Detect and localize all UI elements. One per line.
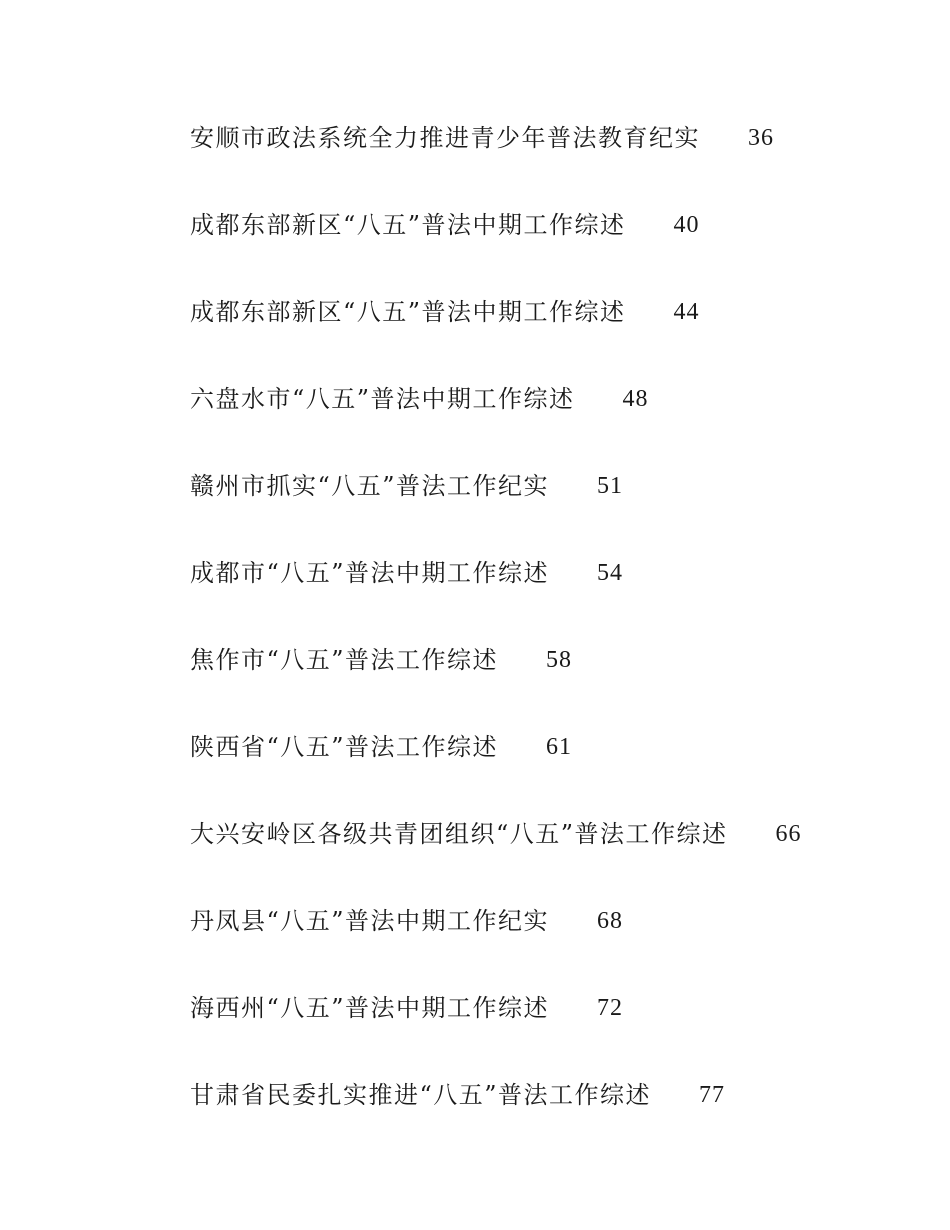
table-of-contents <box>190 114 890 1158</box>
toc-entry[interactable] <box>190 723 890 810</box>
toc-entry[interactable] <box>190 1071 890 1158</box>
toc-entry[interactable] <box>190 201 890 288</box>
toc-entry[interactable] <box>190 636 890 723</box>
toc-entry-page: 72 <box>597 995 624 1021</box>
toc-entry-page: 77 <box>699 1082 726 1108</box>
toc-entry-page: 36 <box>748 125 774 151</box>
toc-entry-title: 安顺市政法系统全力推进青少年普法教育纪实 <box>190 124 700 152</box>
toc-entry[interactable] <box>190 462 890 549</box>
toc-entry-page: 44 <box>673 299 700 325</box>
toc-entry-title: 赣州市抓实“八五”普法工作纪实 <box>190 472 550 500</box>
toc-entry-title: 甘肃省民委扎实推进“八五”普法工作综述 <box>190 1081 652 1109</box>
toc-entry-title: 丹凤县“八五”普法中期工作纪实 <box>190 907 550 935</box>
toc-entry-title: 六盘水市“八五”普法中期工作综述 <box>190 385 575 413</box>
toc-entry[interactable] <box>190 984 890 1071</box>
toc-entry-title: 成都东部新区“八五”普法中期工作综述 <box>190 298 626 326</box>
toc-entry[interactable] <box>190 810 890 897</box>
toc-entry-page: 54 <box>597 560 624 586</box>
toc-entry-page: 48 <box>622 386 649 412</box>
toc-entry-title: 海西州“八五”普法中期工作综述 <box>190 994 550 1022</box>
toc-entry[interactable] <box>190 897 890 984</box>
toc-entry-title: 陕西省“八五”普法工作综述 <box>190 733 499 761</box>
toc-entry-page: 66 <box>775 821 802 847</box>
toc-entry-page: 51 <box>597 473 624 499</box>
toc-entry-page: 68 <box>597 908 624 934</box>
toc-entry-title: 焦作市“八五”普法工作综述 <box>190 646 499 674</box>
toc-entry-title: 成都东部新区“八五”普法中期工作综述 <box>190 211 626 239</box>
toc-entry-page: 58 <box>546 647 573 673</box>
toc-entry[interactable] <box>190 288 890 375</box>
toc-entry[interactable] <box>190 549 890 636</box>
toc-entry-page: 61 <box>546 734 573 760</box>
toc-entry[interactable] <box>190 375 890 462</box>
toc-entry[interactable] <box>190 114 890 201</box>
toc-entry-title: 成都市“八五”普法中期工作综述 <box>190 559 550 587</box>
toc-entry-title: 大兴安岭区各级共青团组织“八五”普法工作综述 <box>190 820 728 848</box>
toc-entry-page: 40 <box>673 212 700 238</box>
